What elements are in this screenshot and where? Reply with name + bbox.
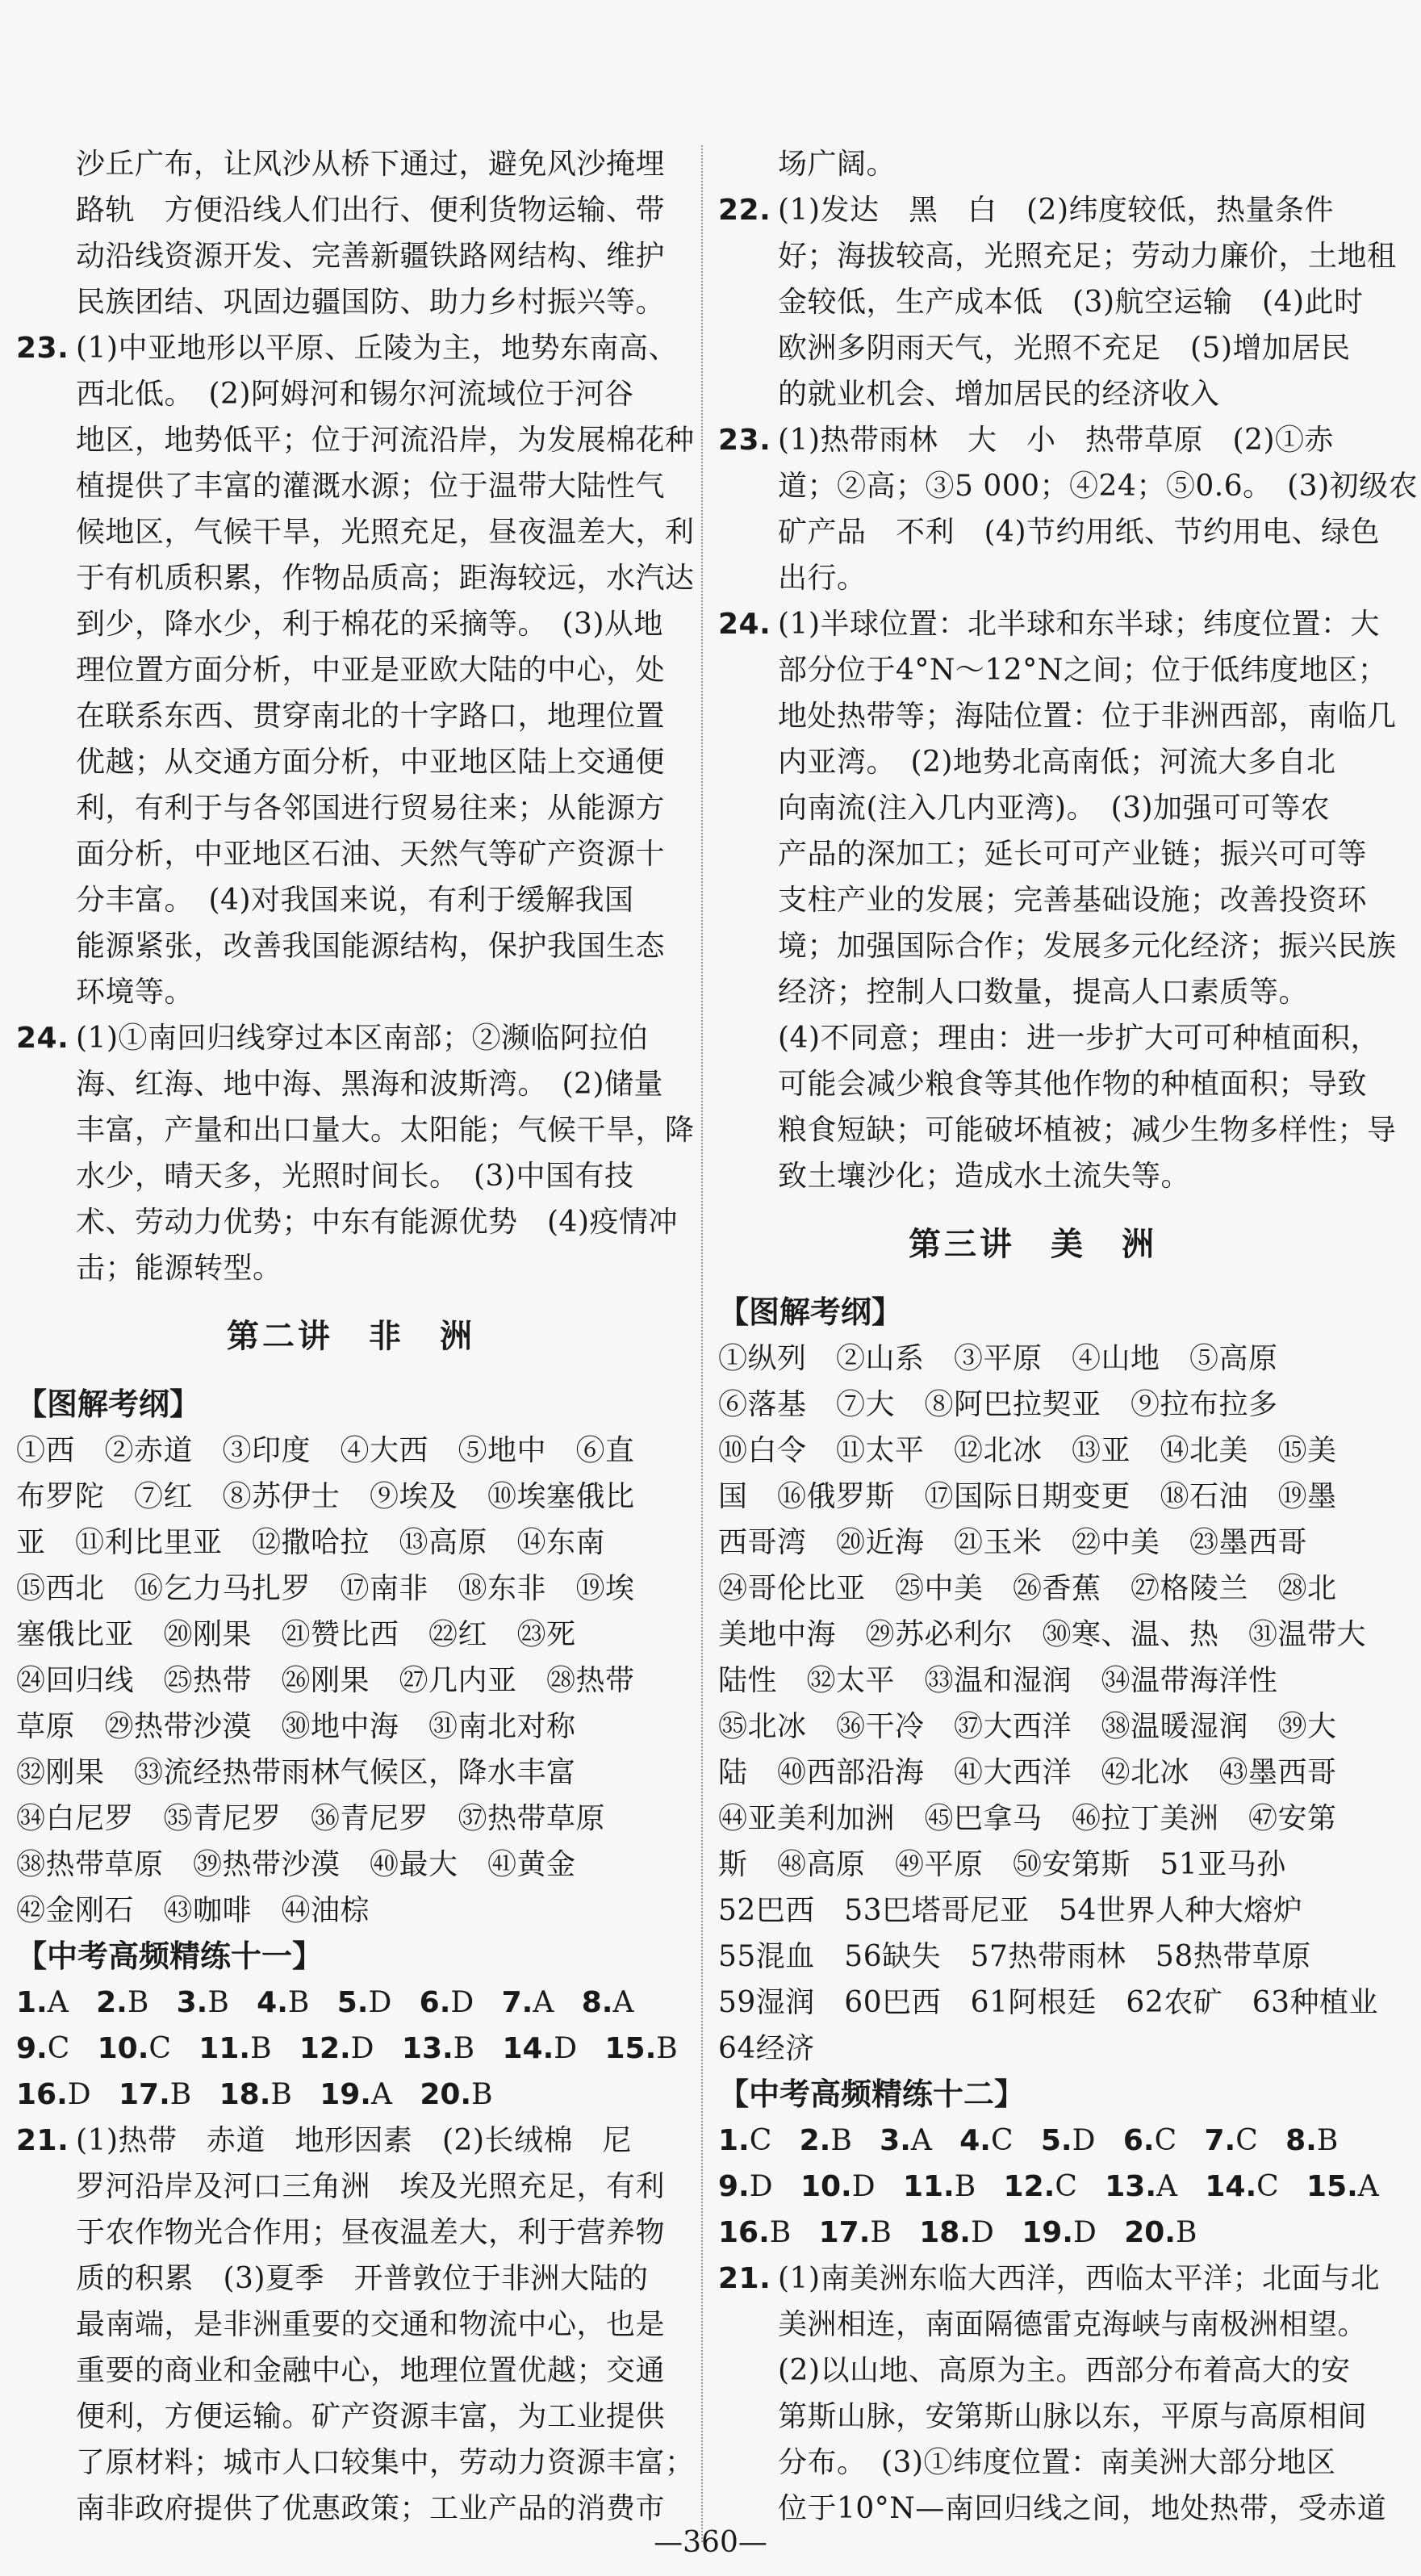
text-line: 59湿润 60巴西 61阿根廷 62农矿 63种植业 — [718, 1986, 1379, 2019]
question-text: (1)中亚地形以平原、丘陵为主，地势东南高、 — [76, 332, 678, 365]
section-label: 【中考高频精练十一】 — [16, 1938, 324, 1974]
answer-number: 17. — [119, 2078, 170, 2111]
text-line: 矿产品 不利 (4)节约用纸、节约用电、绿色 — [778, 516, 1380, 549]
question-number: 22. — [718, 194, 771, 227]
answer-choice: B — [954, 2170, 976, 2203]
answer-number: 16. — [718, 2216, 770, 2249]
answer-number: 10. — [97, 2032, 149, 2065]
answer-number: 1. — [718, 2124, 750, 2157]
answer-number: 1. — [16, 1986, 48, 2019]
answer-number: 13. — [1105, 2170, 1156, 2203]
answer-choice: D — [450, 1986, 474, 2019]
question-text: (1)热带雨林 大 小 热带草原 (2)①赤 — [778, 424, 1334, 457]
left-column — [16, 141, 695, 2532]
question-number: 23. — [718, 424, 771, 457]
answer-choice: B — [656, 2032, 678, 2065]
text-line: 于农作物光合作用；昼夜温差大，利于营养物 — [76, 2216, 666, 2249]
text-line: 优越；从交通方面分析，中亚地区陆上交通便 — [76, 746, 666, 779]
text-line: 场广阔。 — [778, 148, 896, 181]
text-line: 丰富，产量和出口量大。太阳能；气候干旱，降 — [76, 1114, 695, 1147]
text-line: ㉞白尼罗 ㉟青尼罗 ㊱青尼罗 ㊲热带草原 — [16, 1802, 606, 1835]
answer-choice: D — [749, 2170, 773, 2203]
text-line: 到少，降水少，利于棉花的采摘等。 (3)从地 — [76, 608, 663, 641]
answer-number: 19. — [320, 2078, 371, 2111]
answer-choice: D — [368, 1986, 392, 2019]
answer-number: 13. — [401, 2032, 453, 2065]
answer-choice: D — [67, 2078, 91, 2111]
text-line: ㉟北冰 ㊱干冷 ㊲大西洋 ㊳温暖湿润 ㊴大 — [718, 1710, 1337, 1743]
text-line: ㉜刚果 ㉝流经热带雨林气候区，降水丰富 — [16, 1756, 576, 1789]
question-number: 21. — [718, 2262, 771, 2295]
answer-number: 6. — [419, 1986, 451, 2019]
answer-choice: A — [533, 1986, 554, 2019]
text-line: 沙丘广布，让风沙从桥下通过，避免风沙掩埋 — [76, 148, 666, 181]
section-label: 【图解考纲】 — [16, 1386, 201, 1422]
text-line: 理位置方面分析，中亚是亚欧大陆的中心，处 — [76, 654, 666, 687]
text-line: 重要的商业和金融中心，地理位置优越；交通 — [76, 2354, 666, 2387]
text-line: 的就业机会、增加居民的经济收入 — [778, 378, 1220, 411]
text-line: ⑩白令 ⑪太平 ⑫北冰 ⑬亚 ⑭北美 ⑮美 — [718, 1434, 1337, 1467]
answer-choice: C — [1154, 2124, 1177, 2157]
answer-number: 2. — [96, 1986, 127, 2019]
text-line: 55混血 56缺失 57热带雨林 58热带草原 — [718, 1940, 1311, 1973]
answer-row — [16, 1980, 686, 2026]
answer-choice: C — [990, 2124, 1014, 2157]
answer-number: 18. — [219, 2078, 271, 2111]
answer-number: 17. — [818, 2216, 871, 2249]
answer-row — [718, 2164, 1379, 2210]
answer-number: 5. — [1040, 2124, 1072, 2157]
text-line: 陆 ㊵西部沿海 ㊶大西洋 ㊷北冰 ㊸墨西哥 — [718, 1756, 1337, 1789]
answer-choice: B — [870, 2216, 892, 2249]
answer-number: 14. — [1205, 2170, 1257, 2203]
text-line: 面分析，中亚地区石油、天然气等矿产资源十 — [76, 838, 666, 871]
answer-number: 3. — [880, 2124, 911, 2157]
column-divider — [701, 145, 703, 2542]
question-23-first-line — [16, 325, 686, 371]
text-line: 水少，晴天多，光照时间长。 (3)中国有技 — [76, 1160, 634, 1193]
text-line: 粮食短缺；可能破坏植被；减少生物多样性；导 — [778, 1114, 1397, 1147]
answer-choice: D — [1072, 2216, 1097, 2249]
answer-number: 18. — [919, 2216, 971, 2249]
text-line: 好；海拔较高，光照充足；劳动力廉价，土地租 — [778, 240, 1397, 273]
text-line: 道；②高；③5 000；④24；⑤0.6。 (3)初级农 — [778, 470, 1419, 503]
answer-number: 9. — [16, 2032, 48, 2065]
text-line: ㊹亚美利加洲 ㊺巴拿马 ㊻拉丁美洲 ㊼安第 — [718, 1802, 1337, 1835]
answer-choice: A — [47, 1986, 69, 2019]
answer-number: 15. — [1306, 2170, 1358, 2203]
text-line: 质的积累 (3)夏季 开普敦位于非洲大陆的 — [76, 2262, 649, 2295]
text-line: 于有机质积累，作物品质高；距海较远，水汽达 — [76, 562, 695, 595]
text-line: 术、劳动力优势；中东有能源优势 (4)疫情冲 — [76, 1206, 678, 1239]
question-23-first-line — [718, 417, 1348, 463]
question-24-first-line — [718, 601, 1380, 647]
answer-choice: C — [1235, 2124, 1258, 2157]
text-line: 境；加强国际合作；发展多元化经济；振兴民族 — [778, 930, 1397, 963]
question-text: (1)南美洲东临大西洋，西临太平洋；北面与北 — [778, 2262, 1380, 2295]
text-line: 经济；控制人口数量，提高人口素质等。 — [778, 976, 1309, 1009]
text-line: 向南流(注入几内亚湾)。 (3)加强可可等农 — [778, 792, 1331, 825]
answer-number: 2. — [799, 2124, 831, 2157]
text-line: 美洲相连，南面隔德雷克海峡与南极洲相望。 — [778, 2308, 1368, 2341]
text-line: 了原材料；城市人口较集中，劳动力资源丰富； — [76, 2446, 695, 2479]
text-line: 52巴西 53巴塔哥尼亚 54世界人种大熔炉 — [718, 1894, 1303, 1927]
text-line: 利，有利于与各邻国进行贸易往来；从能源方 — [76, 792, 666, 825]
text-line: 支柱产业的发展；完善基础设施；改善投资环 — [778, 884, 1368, 917]
answer-number: 16. — [16, 2078, 68, 2111]
text-line: 海、红海、地中海、黑海和波斯湾。 (2)储量 — [76, 1068, 663, 1101]
text-line: 亚 ⑪利比里亚 ⑫撒哈拉 ⑬高原 ⑭东南 — [16, 1526, 606, 1559]
text-line: 民族团结、巩固边疆国防、助力乡村振兴等。 — [76, 286, 666, 319]
answer-choice: C — [1256, 2170, 1279, 2203]
answer-choice: B — [169, 2078, 192, 2111]
text-line: 金较低，生产成本低 (3)航空运输 (4)此时 — [778, 286, 1364, 319]
question-number: 21. — [16, 2124, 69, 2157]
answer-number: 11. — [199, 2032, 251, 2065]
text-line: 草原 ㉙热带沙漠 ㉚地中海 ㉛南北对称 — [16, 1710, 576, 1743]
question-text: (1)半球位置：北半球和东半球；纬度位置：大 — [778, 608, 1380, 641]
answer-choice: D — [851, 2170, 876, 2203]
answer-number: 4. — [959, 2124, 991, 2157]
question-22-first-line — [718, 187, 1348, 233]
answer-choice: A — [612, 1986, 634, 2019]
answer-number: 9. — [718, 2170, 750, 2203]
answer-choice: B — [270, 2078, 292, 2111]
answer-choice: B — [127, 1986, 149, 2019]
answer-row — [718, 2210, 1348, 2256]
answer-choice: D — [350, 2032, 374, 2065]
question-number: 23. — [16, 332, 69, 365]
text-line: 分丰富。 (4)对我国来说，有利于缓解我国 — [76, 884, 634, 917]
answer-choice: B — [830, 2124, 852, 2157]
answer-choice: B — [471, 2078, 493, 2111]
page-number: —360— — [654, 2526, 767, 2559]
answer-choice: B — [769, 2216, 792, 2249]
question-24-first-line — [16, 1015, 686, 1061]
answer-choice: C — [47, 2032, 70, 2065]
text-line: 内亚湾。 (2)地势北高南低；河流大多自北 — [778, 746, 1336, 779]
answer-number: 6. — [1122, 2124, 1155, 2157]
text-line: 第斯山脉，安第斯山脉以东，平原与高原相间 — [778, 2400, 1368, 2433]
section-label: 【中考高频精练十二】 — [718, 2076, 1026, 2112]
text-line: ①纵列 ②山系 ③平原 ④山地 ⑤高原 — [718, 1342, 1278, 1375]
text-line: 便利，方便运输。矿产资源丰富，为工业提供 — [76, 2400, 666, 2433]
answer-choice: A — [1156, 2170, 1177, 2203]
text-line: 在联系东西、贯穿南北的十字路口，地理位置 — [76, 700, 666, 733]
answer-number: 20. — [1124, 2216, 1176, 2249]
answer-choice: B — [207, 1986, 229, 2019]
right-column — [718, 141, 1419, 2532]
text-line: ①西 ②赤道 ③印度 ④大西 ⑤地中 ⑥直 — [16, 1434, 635, 1467]
text-line: 位于10°N—南回归线之间，地处热带，受赤道 — [778, 2492, 1387, 2525]
text-line: 西北低。 (2)阿姆河和锡尔河流域位于河谷 — [76, 378, 634, 411]
question-text: (1)热带 赤道 地形因素 (2)长绒棉 尼 — [76, 2124, 632, 2157]
answer-choice: D — [1072, 2124, 1096, 2157]
text-line: ㊷金刚石 ㊸咖啡 ㊹油棕 — [16, 1894, 370, 1927]
text-line: (4)不同意；理由：进一步扩大可可种植面积， — [778, 1022, 1380, 1055]
answer-choice: A — [1357, 2170, 1379, 2203]
text-line: 击；能源转型。 — [76, 1252, 282, 1285]
text-line: ⑥落基 ⑦大 ⑧阿巴拉契亚 ⑨拉布拉多 — [718, 1388, 1278, 1421]
question-text: (1)发达 黑 白 (2)纬度较低，热量条件 — [778, 194, 1334, 227]
answer-number: 5. — [336, 1986, 369, 2019]
text-line: ⑮西北 ⑯乞力马扎罗 ⑰南非 ⑱东非 ⑲埃 — [16, 1572, 635, 1605]
answer-choice: D — [554, 2032, 578, 2065]
text-line: 地处热带等；海陆位置：位于非洲西部，南临几 — [778, 700, 1397, 733]
text-line: 路轨 方便沿线人们出行、便利货物运输、带 — [76, 194, 666, 227]
answer-row — [718, 2118, 1348, 2164]
text-line: 出行。 — [778, 562, 867, 595]
answer-choice: B — [453, 2032, 475, 2065]
question-21-first-line — [718, 2256, 1380, 2302]
question-number: 24. — [718, 608, 771, 641]
answer-choice: B — [287, 1986, 310, 2019]
question-number: 24. — [16, 1022, 69, 1055]
text-line: 植提供了丰富的灌溉水源；位于温带大陆性气 — [76, 470, 666, 503]
text-line: 分布。 (3)①纬度位置：南美洲大部分地区 — [778, 2446, 1336, 2479]
section-title: 第二讲 非 洲 — [227, 1318, 475, 1355]
answer-choice: C — [1055, 2170, 1077, 2203]
text-line: (2)以山地、高原为主。西部分布着高大的安 — [778, 2354, 1351, 2387]
answer-number: 12. — [299, 2032, 351, 2065]
answer-choice: B — [1175, 2216, 1197, 2249]
text-line: 西哥湾 ⑳近海 ㉑玉米 ㉒中美 ㉓墨西哥 — [718, 1526, 1308, 1559]
text-line: 地区，地势低平；位于河流沿岸，为发展棉花种 — [76, 424, 695, 457]
question-text: (1)①南回归线穿过本区南部；②濒临阿拉伯 — [76, 1022, 649, 1055]
answer-choice: C — [749, 2124, 772, 2157]
text-line: 美地中海 ㉙苏必利尔 ㉚寒、温、热 ㉛温带大 — [718, 1618, 1367, 1651]
section-title: 第三讲 美 洲 — [909, 1226, 1157, 1263]
answer-number: 7. — [1204, 2124, 1236, 2157]
answer-row — [16, 2026, 686, 2072]
answer-number: 19. — [1022, 2216, 1073, 2249]
text-line: 候地区，气候干旱，光照充足，昼夜温差大，利 — [76, 516, 695, 549]
text-line: ㉔哥伦比亚 ㉕中美 ㉖香蕉 ㉗格陵兰 ㉘北 — [718, 1572, 1337, 1605]
answer-number: 20. — [420, 2078, 472, 2111]
answer-choice: A — [910, 2124, 932, 2157]
answer-number: 11. — [902, 2170, 955, 2203]
answer-choice: C — [148, 2032, 171, 2065]
text-line: 致土壤沙化；造成水土流失等。 — [778, 1160, 1191, 1193]
text-line: 64经济 — [718, 2032, 815, 2065]
text-line: 布罗陀 ⑦红 ⑧苏伊士 ⑨埃及 ⑩埃塞俄比 — [16, 1480, 635, 1513]
text-line: 国 ⑯俄罗斯 ⑰国际日期变更 ⑱石油 ⑲墨 — [718, 1480, 1337, 1513]
text-line: 最南端，是非洲重要的交通和物流中心，也是 — [76, 2308, 666, 2341]
answer-choice: B — [250, 2032, 272, 2065]
answer-number: 7. — [501, 1986, 533, 2019]
answer-number: 14. — [502, 2032, 554, 2065]
text-line: ㉔回归线 ㉕热带 ㉖刚果 ㉗几内亚 ㉘热带 — [16, 1664, 635, 1697]
text-line: 罗河沿岸及河口三角洲 埃及光照充足，有利 — [76, 2170, 666, 2203]
text-line: 塞俄比亚 ⑳刚果 ㉑赞比西 ㉒红 ㉓死 — [16, 1618, 576, 1651]
text-line: 可能会减少粮食等其他作物的种植面积；导致 — [778, 1068, 1368, 1101]
answer-row — [16, 2072, 686, 2118]
text-line: 环境等。 — [76, 976, 194, 1009]
text-line: 陆性 ㉜太平 ㉝温和湿润 ㉞温带海洋性 — [718, 1664, 1278, 1697]
answer-number: 15. — [604, 2032, 657, 2065]
question-21-first-line — [16, 2118, 686, 2164]
section-label: 【图解考纲】 — [718, 1294, 903, 1330]
text-line: ㊳热带草原 ㊴热带沙漠 ㊵最大 ㊶黄金 — [16, 1848, 576, 1881]
text-line: 能源紧张，改善我国能源结构，保护我国生态 — [76, 930, 666, 963]
answer-number: 12. — [1003, 2170, 1055, 2203]
text-line: 产品的深加工；延长可可产业链；振兴可可等 — [778, 838, 1368, 871]
answer-choice: B — [1316, 2124, 1339, 2157]
answer-number: 8. — [581, 1986, 613, 2019]
answer-choice: A — [370, 2078, 392, 2111]
answer-number: 10. — [800, 2170, 852, 2203]
text-line: 南非政府提供了优惠政策；工业产品的消费市 — [76, 2492, 666, 2525]
text-line: 部分位于4°N～12°N之间；位于低纬度地区； — [778, 654, 1388, 687]
answer-number: 4. — [257, 1986, 288, 2019]
text-line: 斯 ㊽高原 ㊾平原 ㊿安第斯 51亚马孙 — [718, 1848, 1286, 1881]
answer-number: 8. — [1285, 2124, 1317, 2157]
text-line: 欧洲多阴雨天气，光照不充足 (5)增加居民 — [778, 332, 1351, 365]
text-line: 动沿线资源开发、完善新疆铁路网结构、维护 — [76, 240, 666, 273]
answer-number: 3. — [176, 1986, 208, 2019]
answer-choice: D — [970, 2216, 994, 2249]
